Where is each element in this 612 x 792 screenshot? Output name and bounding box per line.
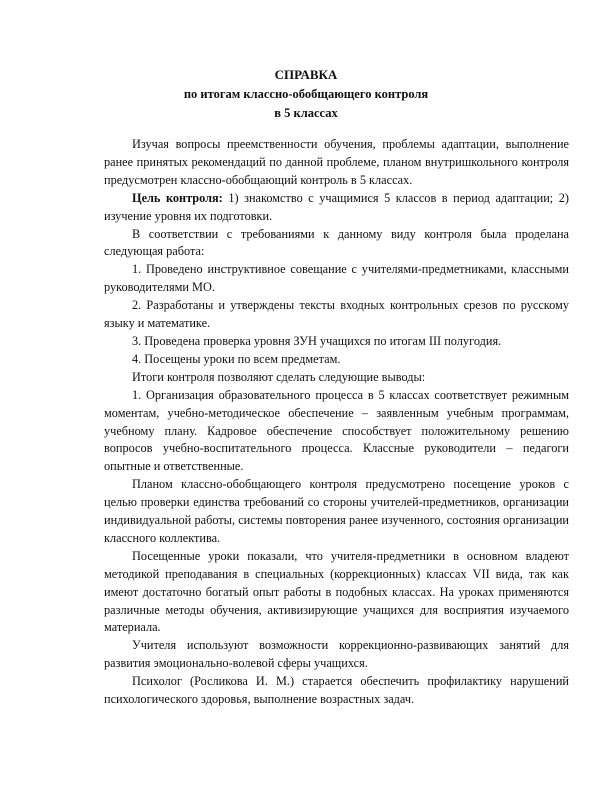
goal-text: 1) знакомство с учащимися 5 классов в период адаптации; 2) изучение уровня их подготовки.: [104, 190, 569, 223]
intro-paragraph: Изучая вопросы преемственности обучения, проблемы адаптации, выполнение ранее принятых рекомендаций по данной проблеме, планом внутришкольного контроля предусмотрен классно-обобщающий контроль в 5 классах.: [104, 137, 569, 187]
document-subtitle: по итогам классно-обобщающего контроля: [183, 87, 429, 101]
work-intro-paragraph: В соответствии с требованиями к данному виду контроля была проделана следующая работа:: [104, 226, 569, 259]
work-item: 3. Проведена проверка уровня ЗУН учащихся по итогам III полугодия.: [132, 333, 502, 348]
teachers-paragraph: Учителя используют возможности коррекционно-развивающих занятий для развития эмоционально-волевой сферы учащихся.: [104, 638, 569, 671]
work-item: 4. Посещены уроки по всем предметам.: [132, 351, 341, 366]
goal-label: Цель контроля:: [132, 190, 223, 205]
document-title: СПРАВКА: [274, 67, 338, 82]
psychologist-paragraph: Психолог (Росликова И. М.) старается обеспечить профилактику нарушений психологического здоровья, выполнение возрастных задач.: [104, 674, 569, 707]
goal-paragraph: [104, 190, 569, 226]
conclusion-item: 1. Организация образовательного процесса в 5 классах соответствует режимным моментам, учебно-методическое обеспечение – заявленным учебным программам, учебному плану. Кадровое обеспечение способствует положительному решению вопросов учебно-воспитательного процесса. Классные руководители – педагоги опытные и ответственные.: [104, 387, 569, 474]
document-body: [104, 136, 569, 709]
plan-paragraph: Планом классно-обобщающего контроля предусмотрено посещение уроков с целью проверки единства требований со стороны учителей-предметников, организации индивидуальной работы, системы повторения ранее изученного, состояния организации классного коллектива.: [104, 477, 569, 545]
conclusions-intro: Итоги контроля позволяют сделать следующие выводы:: [132, 369, 426, 384]
lessons-paragraph: Посещенные уроки показали, что учителя-предметники в основном владеют методикой преподавания в специальных (коррекционных) классах VII вида, так как имеют достаточно богатый опыт работы в подобных классах. На уроках применяются различные методы обучения, активизирующие учащихся для восприятия изучаемого материала.: [104, 548, 569, 635]
work-item: 1. Проведено инструктивное совещание с учителями-предметниками, классными руководителями МО.: [104, 262, 569, 295]
work-item: 2. Разработаны и утверждены тексты входных контрольных срезов по русскому языку и математике.: [104, 298, 569, 331]
document-grade: в 5 классах: [274, 106, 338, 120]
